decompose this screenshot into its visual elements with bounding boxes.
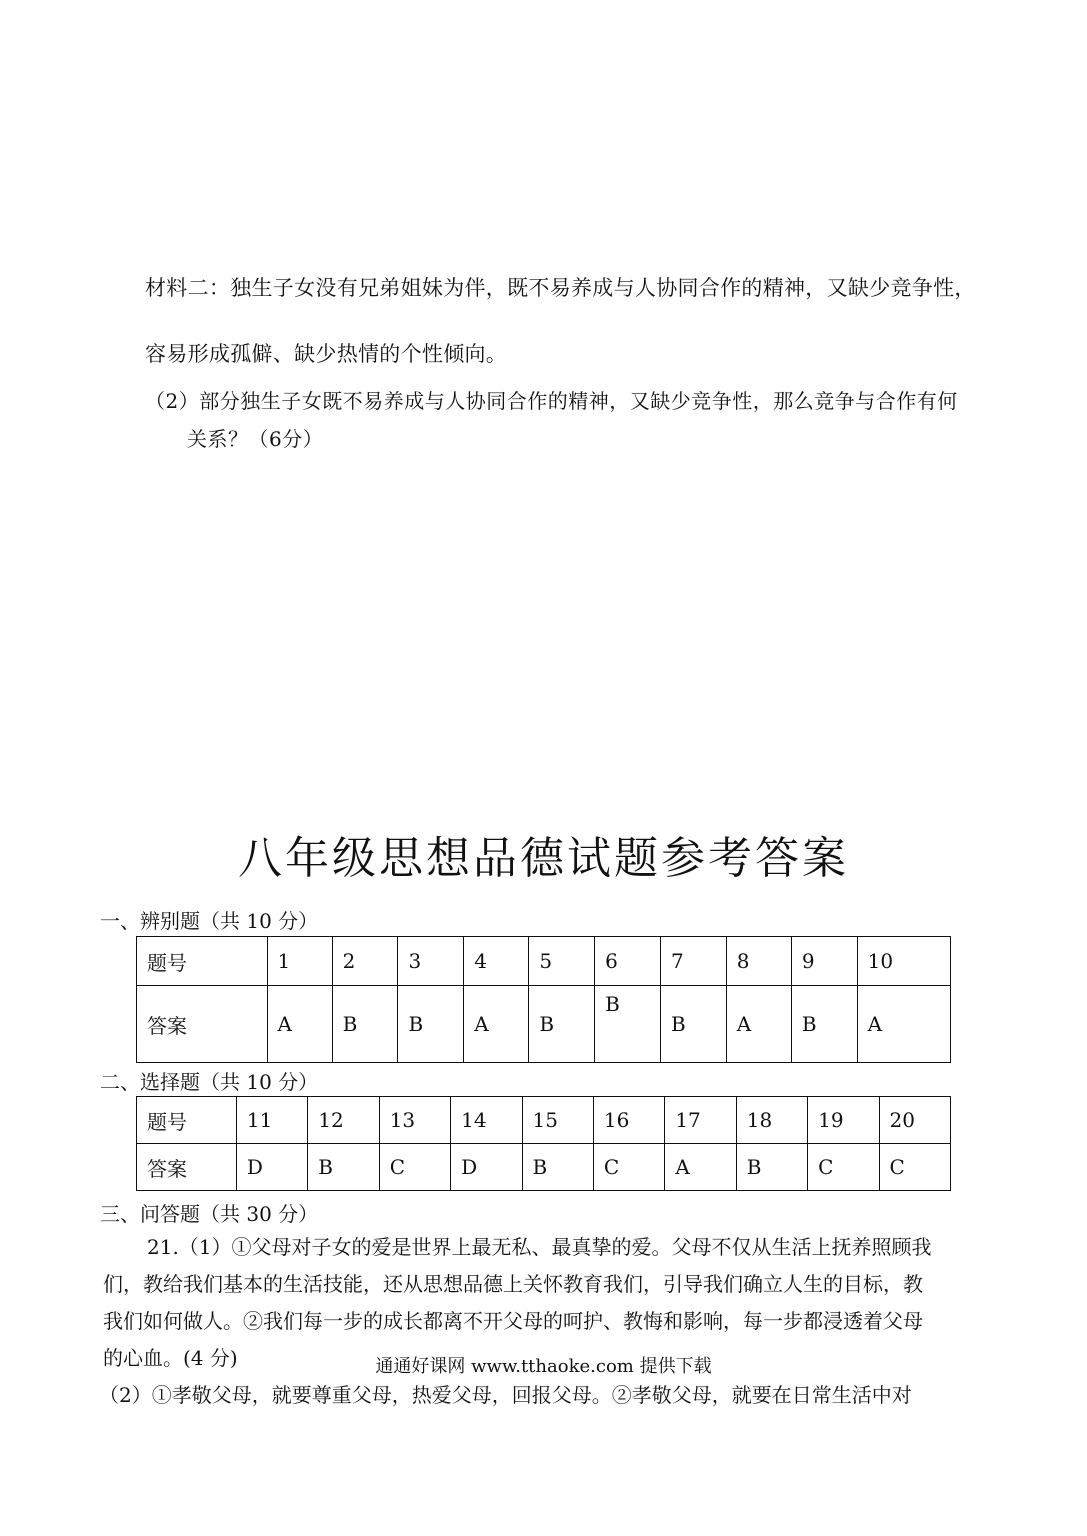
question-number: 12 xyxy=(308,1097,379,1144)
material-two-line-1: 材料二：独生子女没有兄弟姐妹为伴，既不易养成与人协同合作的精神，又缺少竞争性， xyxy=(145,276,976,300)
answer-line: 们，教给我们基本的生活技能，还从思想品德上关怀教育我们，引导我们确立人生的目标，教 xyxy=(103,1272,923,1296)
answer-cell: B xyxy=(522,1144,593,1191)
answer-cell: C xyxy=(879,1144,950,1191)
answer-line: （2）①孝敬父母，就要尊重父母，热爱父母，回报父母。②孝敬父母，就要在日常生活中对 xyxy=(99,1383,912,1407)
answer-cell: B xyxy=(332,986,398,1063)
answer-cell: A xyxy=(665,1144,736,1191)
question-number: 11 xyxy=(236,1097,307,1144)
row-label-number: 题号 xyxy=(137,1097,237,1144)
question-number: 17 xyxy=(665,1097,736,1144)
answer-cell: B xyxy=(736,1144,807,1191)
answer-cell: C xyxy=(379,1144,450,1191)
question-number: 14 xyxy=(451,1097,522,1144)
question-number: 4 xyxy=(464,937,529,986)
question-number: 1 xyxy=(267,937,332,986)
answer-cell: A xyxy=(464,986,529,1063)
question-number: 13 xyxy=(379,1097,450,1144)
material-two-line-2: 容易形成孤僻、缺少热情的个性倾向。 xyxy=(145,342,508,366)
answer-title: 八年级思想品德试题参考答案 xyxy=(238,833,849,884)
question-number: 6 xyxy=(595,937,661,986)
answer-line: 的心血。(4 分) xyxy=(103,1346,238,1370)
section-2-answer-table xyxy=(136,1096,951,1191)
answer-cell: C xyxy=(808,1144,879,1191)
answer-cell: B xyxy=(660,986,726,1063)
question-number: 19 xyxy=(808,1097,879,1144)
question-number: 5 xyxy=(529,937,595,986)
answer-cell: B xyxy=(529,986,595,1063)
answer-line: 我们如何做人。②我们每一步的成长都离不开父母的呵护、教悔和影响，每一步都浸透着父母 xyxy=(103,1309,923,1333)
section-2-heading: 二、选择题（共 10 分） xyxy=(100,1070,319,1094)
question-number: 2 xyxy=(332,937,398,986)
question-number: 15 xyxy=(522,1097,593,1144)
question-number: 9 xyxy=(791,937,857,986)
section-1-answer-table xyxy=(136,936,951,1063)
question-21-answer xyxy=(99,1229,988,1414)
question-number: 10 xyxy=(857,937,950,986)
answer-cell: B xyxy=(791,986,857,1063)
answer-cell: A xyxy=(726,986,791,1063)
question-number: 18 xyxy=(736,1097,807,1144)
row-label-number: 题号 xyxy=(137,937,268,986)
section-3-heading: 三、问答题（共 30 分） xyxy=(100,1202,319,1226)
answer-cell: A xyxy=(857,986,950,1063)
row-label-answer: 答案 xyxy=(137,986,268,1063)
question-number: 8 xyxy=(726,937,791,986)
question-number: 16 xyxy=(593,1097,664,1144)
question-2-line-2: 关系？（6分） xyxy=(187,427,324,451)
footer-credit: 通通好课网 www.tthaoke.com 提供下载 xyxy=(375,1356,712,1377)
answer-cell: D xyxy=(451,1144,522,1191)
question-number: 3 xyxy=(398,937,464,986)
section-1-heading: 一、辨别题（共 10 分） xyxy=(100,909,319,933)
answer-line: 21.（1）①父母对子女的爱是世界上最无私、最真挚的爱。父母不仅从生活上抚养照顾我 xyxy=(147,1235,932,1259)
question-number: 7 xyxy=(660,937,726,986)
answer-cell: B xyxy=(308,1144,379,1191)
answer-cell: B xyxy=(595,986,661,1063)
question-number: 20 xyxy=(879,1097,950,1144)
answer-cell: D xyxy=(236,1144,307,1191)
answer-cell: A xyxy=(267,986,332,1063)
answer-cell: B xyxy=(398,986,464,1063)
row-label-answer: 答案 xyxy=(137,1144,237,1191)
question-2-line-1: （2）部分独生子女既不易养成与人协同合作的精神，又缺少竞争性，那么竞争与合作有何 xyxy=(145,389,958,413)
answer-cell: C xyxy=(593,1144,664,1191)
